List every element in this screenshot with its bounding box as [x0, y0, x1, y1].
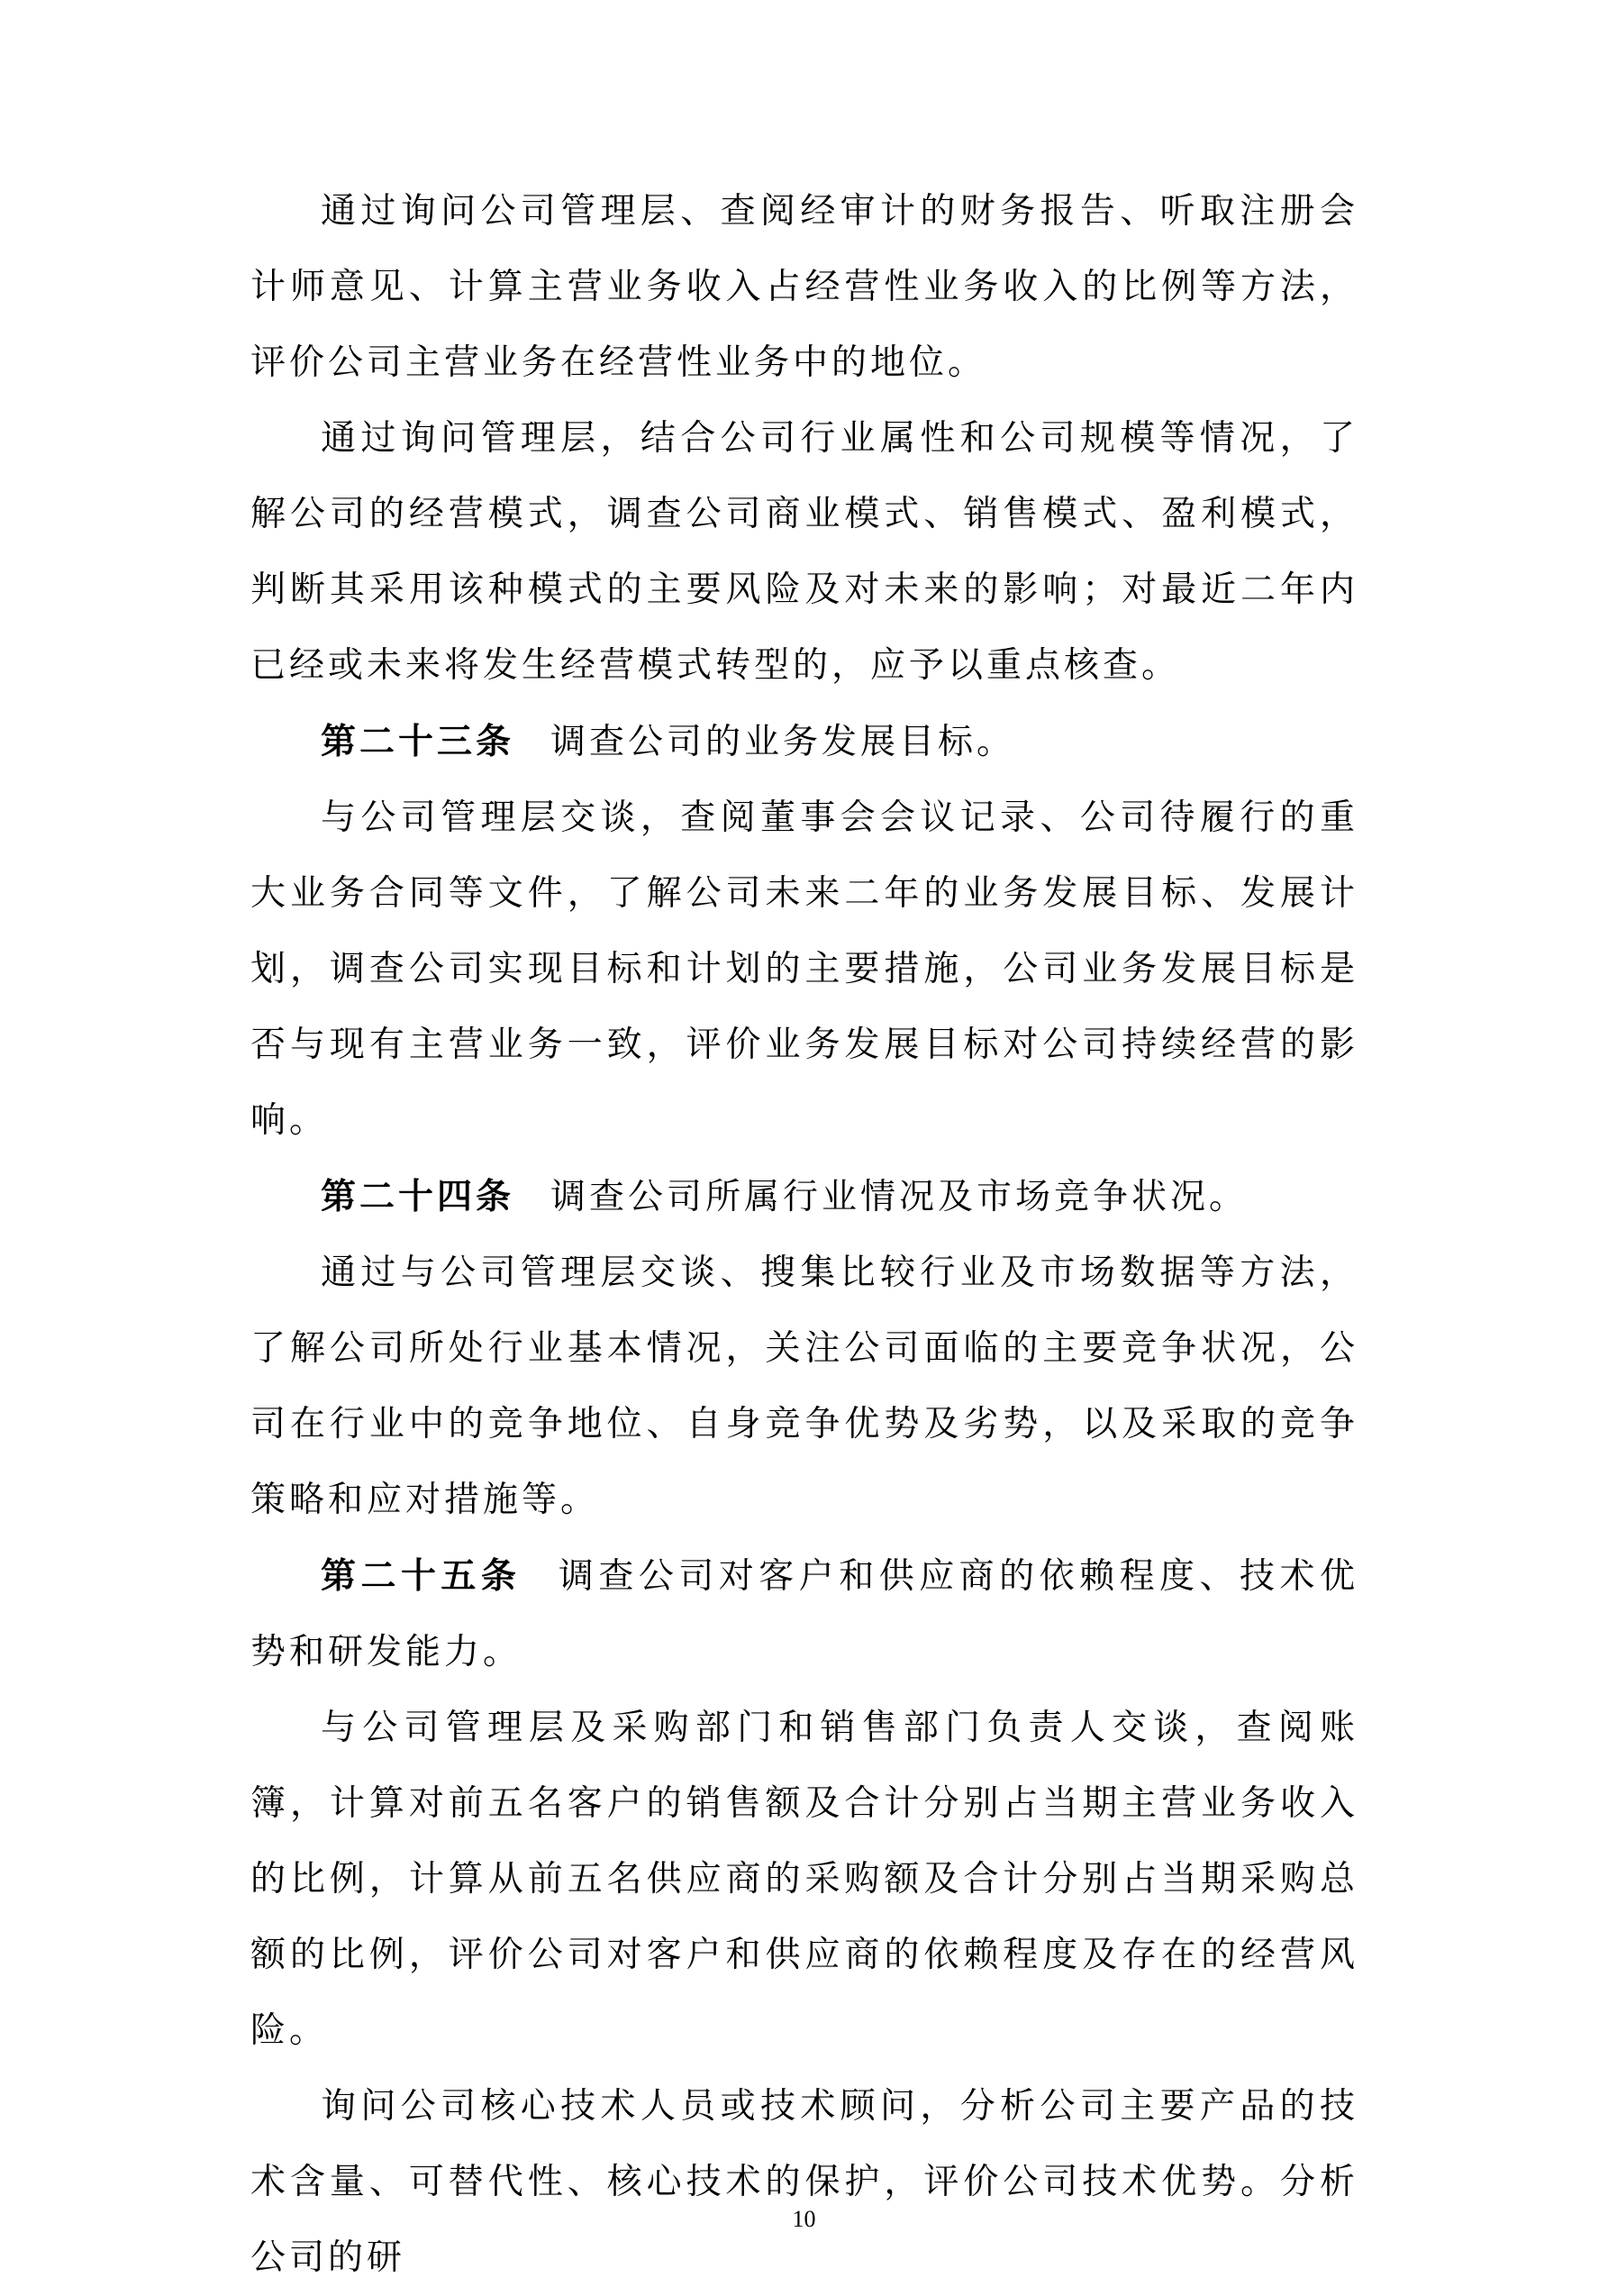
paragraph-industry-competition: 通过与公司管理层交谈、搜集比较行业及市场数据等方法，了解公司所处行业基本情况，关注公司面临的主要竞争状况，公司在行业中的竞争地位、自身竞争优势及劣势，以及采取的竞争策略和应对措施等。: [250, 1253, 1358, 1520]
page-number: 10: [792, 2206, 816, 2232]
article-23: [250, 704, 1358, 780]
paragraph-technology-advantage: 询问公司核心技术人员或技术顾问，分析公司主要产品的技术含量、可替代性、核心技术的保护，评价公司技术优势。分析公司的研: [250, 2086, 1358, 2278]
document-body: [250, 174, 1358, 2296]
paragraph-customer-supplier-dependency: 与公司管理层及采购部门和销售部门负责人交谈，查阅账簿，计算对前五名客户的销售额及合计分别占当期主营业务收入的比例，计算从前五名供应商的采购额及合计分别占当期采购总额的比例，评价公司对客户和供应商的依赖程度及存在的经营风险。: [250, 1708, 1358, 2051]
article-25-title: 第二十五条: [321, 1555, 522, 1597]
paragraph-development-goals: 与公司管理层交谈，查阅董事会会议记录、公司待履行的重大业务合同等文件，了解公司未来二年的业务发展目标、发展计划，调查公司实现目标和计划的主要措施，公司业务发展目标是否与现有主营业务一致，评价业务发展目标对公司持续经营的影响。: [250, 797, 1358, 1141]
paragraph-business-model: 通过询问管理层，结合公司行业属性和公司规模等情况，了解公司的经营模式，调查公司商业模式、销售模式、盈利模式，判断其采用该种模式的主要风险及对未来的影响；对最近二年内已经或未来将发生经营模式转型的，应予以重点核查。: [250, 418, 1358, 686]
article-23-title: 第二十三条: [321, 721, 515, 762]
article-24-title: 第二十四条: [321, 1176, 515, 1217]
article-24: [250, 1159, 1358, 1235]
article-25: [250, 1538, 1358, 1690]
article-25-text: 调查公司对客户和供应商的依赖程度、技术优势和研发能力。: [250, 1556, 1358, 1672]
article-23-text: 调查公司的业务发展目标。: [550, 722, 1016, 762]
article-24-text: 调查公司所属行业情况及市场竞争状况。: [550, 1177, 1249, 1217]
paragraph-main-business-position: 通过询问公司管理层、查阅经审计的财务报告、听取注册会计师意见、计算主营业务收入占经营性业务收入的比例等方法，评价公司主营业务在经营性业务中的地位。: [250, 191, 1358, 383]
